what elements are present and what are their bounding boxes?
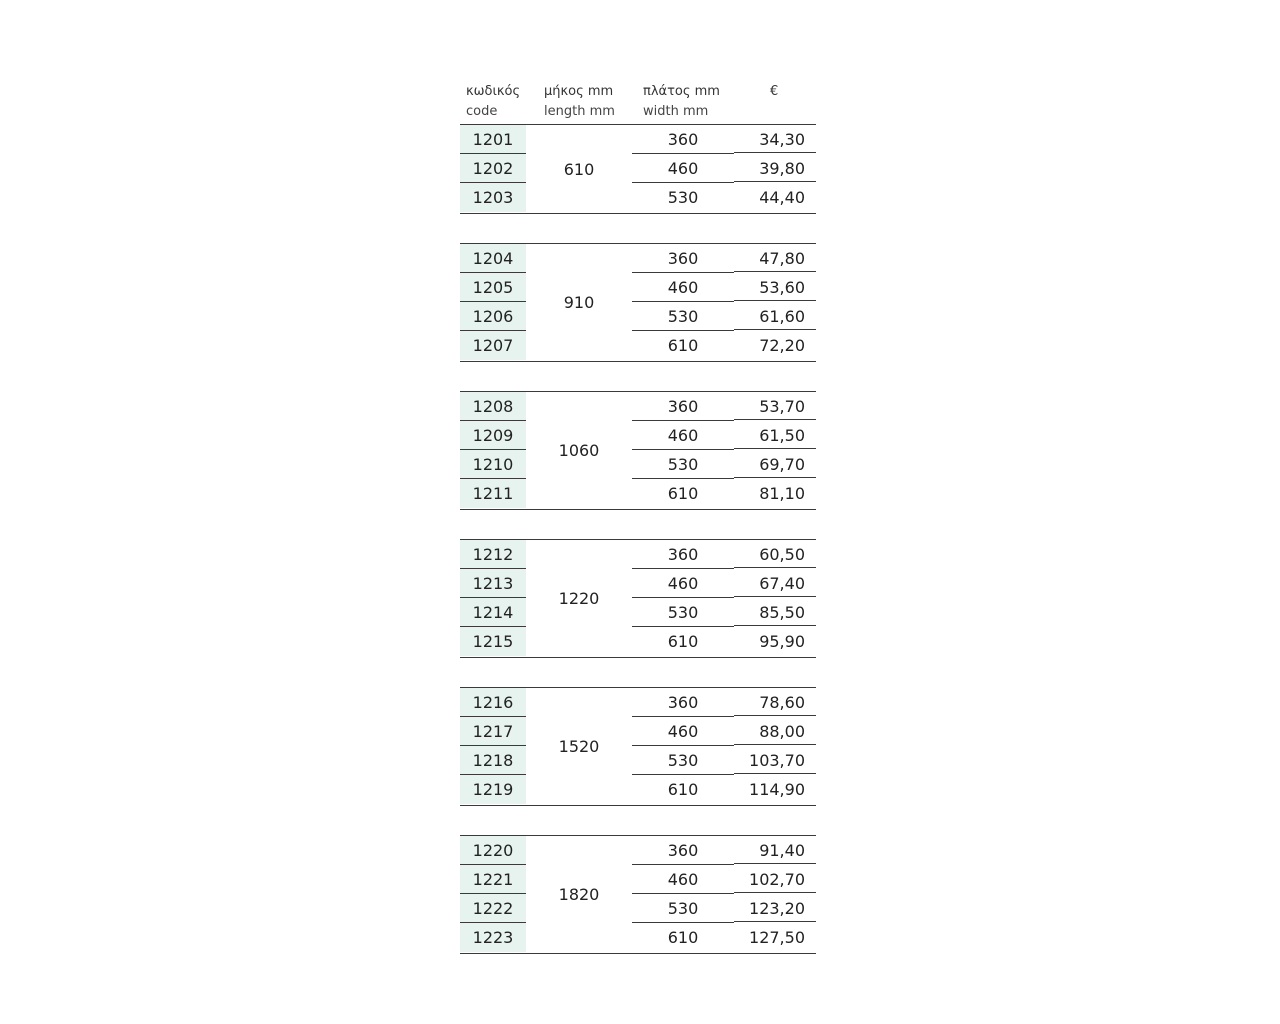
table-row — [460, 717, 816, 746]
width-cell: 460 — [632, 865, 734, 894]
header-price — [770, 82, 778, 102]
code-cell: 1213 — [460, 569, 526, 598]
price-cell: 114,90 — [749, 780, 805, 799]
width-cell: 610 — [667, 780, 699, 799]
header-width-en: width mm — [643, 104, 709, 119]
width-cell: 360 — [632, 688, 734, 717]
code-cell: 1209 — [460, 421, 526, 450]
table-row — [460, 627, 816, 656]
table-header — [460, 82, 816, 125]
table-row — [460, 302, 816, 331]
width-cell: 460 — [632, 273, 734, 302]
header-code-en: code — [466, 104, 498, 119]
row-group — [460, 835, 816, 954]
code-cell: 1219 — [460, 775, 526, 804]
header-width — [643, 82, 720, 122]
width-cell: 530 — [632, 746, 734, 775]
price-cell: 78,60 — [734, 688, 816, 716]
code-cell: 1202 — [460, 154, 526, 183]
header-length-en: length mm — [544, 104, 615, 119]
header-code — [466, 82, 520, 122]
width-cell: 460 — [632, 154, 734, 183]
code-cell: 1211 — [460, 479, 526, 508]
price-cell: 102,70 — [734, 865, 816, 893]
table-row — [460, 154, 816, 183]
width-cell: 530 — [632, 302, 734, 331]
code-cell: 1214 — [460, 598, 526, 627]
table-row — [460, 923, 816, 952]
code-cell: 1210 — [460, 450, 526, 479]
header-length — [544, 82, 615, 122]
width-cell: 360 — [632, 244, 734, 273]
table-row — [460, 894, 816, 923]
code-cell: 1216 — [460, 688, 526, 717]
header-width-gr: πλάτος mm — [643, 84, 720, 99]
width-cell: 610 — [667, 336, 699, 355]
price-cell: 60,50 — [734, 540, 816, 568]
code-cell: 1222 — [460, 894, 526, 923]
price-table — [460, 82, 816, 983]
code-cell: 1220 — [460, 836, 526, 865]
table-row — [460, 244, 816, 273]
code-cell: 1208 — [460, 392, 526, 421]
width-cell: 360 — [632, 540, 734, 569]
price-cell: 34,30 — [734, 125, 816, 153]
width-cell: 530 — [632, 894, 734, 923]
length-cell: 910 — [563, 293, 595, 312]
header-length-gr: μήκος mm — [544, 84, 614, 99]
header-code-gr: κωδικός — [466, 84, 521, 99]
length-cell: 610 — [563, 159, 595, 179]
width-cell: 460 — [632, 717, 734, 746]
price-cell: 72,20 — [759, 336, 805, 355]
table-row — [460, 450, 816, 479]
length-cell: 1060 — [558, 441, 600, 460]
row-group — [460, 391, 816, 510]
table-row — [460, 479, 816, 508]
length-cell: 1820 — [558, 885, 600, 904]
table-row — [460, 865, 816, 894]
row-group — [460, 125, 816, 214]
code-cell: 1206 — [460, 302, 526, 331]
price-cell: 81,10 — [759, 484, 805, 503]
width-cell: 530 — [632, 598, 734, 627]
code-cell: 1218 — [460, 746, 526, 775]
table-row — [460, 540, 816, 569]
width-cell: 610 — [667, 484, 699, 503]
code-cell: 1205 — [460, 273, 526, 302]
code-cell: 1203 — [460, 183, 526, 212]
price-cell: 39,80 — [734, 154, 816, 182]
header-currency: € — [770, 84, 779, 99]
table-row — [460, 836, 816, 865]
code-cell: 1201 — [460, 125, 526, 154]
row-group — [460, 539, 816, 658]
table-row — [460, 331, 816, 360]
price-cell: 95,90 — [759, 632, 805, 651]
code-cell: 1204 — [460, 244, 526, 273]
price-cell: 47,80 — [734, 244, 816, 272]
table-row — [460, 569, 816, 598]
row-group — [460, 243, 816, 362]
table-row — [460, 273, 816, 302]
width-cell: 610 — [667, 632, 699, 651]
price-cell: 127,50 — [749, 928, 805, 947]
width-cell: 530 — [632, 450, 734, 479]
code-cell: 1215 — [460, 627, 526, 656]
price-cell: 69,70 — [734, 450, 816, 478]
code-cell: 1207 — [460, 331, 526, 360]
price-cell: 61,60 — [734, 302, 816, 330]
price-cell: 85,50 — [734, 598, 816, 626]
table-row — [460, 183, 816, 212]
code-cell: 1223 — [460, 923, 526, 952]
width-cell: 460 — [632, 569, 734, 598]
width-cell: 360 — [632, 392, 734, 421]
table-row — [460, 598, 816, 627]
width-cell: 360 — [632, 836, 734, 865]
table-row — [460, 125, 816, 154]
table-row — [460, 421, 816, 450]
table-row — [460, 775, 816, 804]
price-cell: 67,40 — [734, 569, 816, 597]
price-cell: 91,40 — [734, 836, 816, 864]
code-cell: 1221 — [460, 865, 526, 894]
width-cell: 460 — [632, 421, 734, 450]
code-cell: 1217 — [460, 717, 526, 746]
price-cell: 61,50 — [734, 421, 816, 449]
length-cell: 1220 — [558, 589, 600, 608]
table-body — [460, 125, 816, 954]
price-cell: 44,40 — [759, 188, 805, 207]
price-cell: 103,70 — [734, 746, 816, 774]
price-cell: 88,00 — [734, 717, 816, 745]
price-cell: 123,20 — [734, 894, 816, 922]
width-cell: 530 — [667, 188, 699, 207]
code-cell: 1212 — [460, 540, 526, 569]
table-row — [460, 688, 816, 717]
table-row — [460, 392, 816, 421]
row-group — [460, 687, 816, 806]
table-row — [460, 746, 816, 775]
price-cell: 53,60 — [734, 273, 816, 301]
width-cell: 610 — [667, 928, 699, 947]
width-cell: 360 — [632, 125, 734, 154]
price-cell: 53,70 — [734, 392, 816, 420]
length-cell: 1520 — [558, 737, 600, 756]
